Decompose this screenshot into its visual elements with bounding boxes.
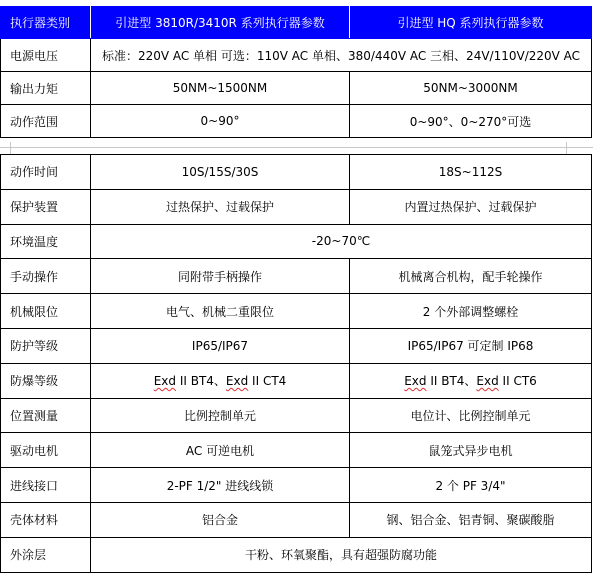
table-row: [1, 224, 592, 259]
row-value-hq: 钢、铝合金、铝青铜、聚碳酸脂: [350, 502, 592, 537]
page-break-line: [0, 147, 593, 148]
row-merged-value: 标准：220V AC 单相 可选：110V AC 单相、380/440V AC 三相、24V/110V/220V AC: [91, 39, 592, 72]
table-row: [1, 537, 592, 572]
row-value-hq: Exd II BT4、Exd II CT6: [350, 363, 592, 398]
row-value-3810r: 比例控制单元: [91, 398, 350, 433]
row-value-3810r: 2-PF 1/2" 进线线锁: [91, 468, 350, 503]
table-row: [1, 468, 592, 503]
row-label: 手动操作: [1, 259, 91, 294]
page-break-tick: [10, 142, 11, 154]
header-3810r-series: 引进型 3810R/3410R 系列执行器参数: [91, 7, 350, 39]
row-value-3810r: Exd II BT4、Exd II CT4: [91, 363, 350, 398]
row-label: 壳体材料: [1, 502, 91, 537]
spec-table-bottom: [0, 154, 592, 573]
spellcheck-underline: Exd: [476, 374, 499, 389]
row-value-3810r: 10S/15S/30S: [91, 155, 350, 190]
row-value-3810r: 0~90°: [91, 105, 350, 138]
row-label: 进线接口: [1, 468, 91, 503]
row-label: 防护等级: [1, 328, 91, 363]
row-value-hq: 2 个外部调整螺栓: [350, 294, 592, 329]
row-value-3810r: 过热保护、过载保护: [91, 189, 350, 224]
header-hq-series: 引进型 HQ 系列执行器参数: [350, 7, 592, 39]
spellcheck-underline: Exd: [225, 374, 249, 389]
row-label: 环境温度: [1, 224, 91, 259]
table-row: [1, 39, 592, 72]
table-row: [1, 155, 592, 190]
row-label: 动作范围: [1, 105, 91, 138]
row-value-hq: IP65/IP67 可定制 IP68: [350, 328, 592, 363]
table-row: [1, 259, 592, 294]
row-value-hq: 内置过热保护、过载保护: [350, 189, 592, 224]
row-label: 输出力矩: [1, 72, 91, 105]
row-value-hq: 电位计、比例控制单元: [350, 398, 592, 433]
table-row: [1, 398, 592, 433]
row-value-3810r: IP65/IP67: [91, 328, 350, 363]
row-value-3810r: 电气、机械二重限位: [91, 294, 350, 329]
page-break-tick: [566, 142, 567, 154]
table-row: [1, 433, 592, 468]
row-label: 保护装置: [1, 189, 91, 224]
row-label: 驱动电机: [1, 433, 91, 468]
table-header-row: [1, 7, 592, 39]
row-value-3810r: 50NM~1500NM: [91, 72, 350, 105]
row-merged-value: 干粉、环氧聚酯，具有超强防腐功能: [91, 537, 592, 572]
table-row: [1, 189, 592, 224]
row-label: 位置测量: [1, 398, 91, 433]
header-category: 执行器类别: [1, 7, 91, 39]
row-value-hq: 18S~112S: [350, 155, 592, 190]
row-label: 电源电压: [1, 39, 91, 72]
table-row: [1, 328, 592, 363]
row-value-3810r: AC 可逆电机: [91, 433, 350, 468]
row-value-3810r: 铝合金: [91, 502, 350, 537]
table-row: [1, 502, 592, 537]
row-value-hq: 50NM~3000NM: [350, 72, 592, 105]
spellcheck-underline: Exd: [153, 374, 177, 389]
row-label: 机械限位: [1, 294, 91, 329]
row-merged-value: -20~70℃: [91, 224, 592, 259]
table-row: [1, 363, 592, 398]
row-value-hq: 2 个 PF 3/4": [350, 468, 592, 503]
row-value-hq: 0~90°、0~270°可选: [350, 105, 592, 138]
row-label: 外涂层: [1, 537, 91, 572]
row-value-hq: 机械离合机构，配手轮操作: [350, 259, 592, 294]
spellcheck-underline: Exd: [404, 374, 427, 389]
row-value-3810r: 同附带手柄操作: [91, 259, 350, 294]
row-label: 防爆等级: [1, 363, 91, 398]
table-row: [1, 105, 592, 138]
row-label: 动作时间: [1, 155, 91, 190]
table-row: [1, 72, 592, 105]
table-row: [1, 294, 592, 329]
page-break-separator: [0, 142, 593, 154]
row-value-hq: 鼠笼式异步电机: [350, 433, 592, 468]
spec-table-top: [0, 6, 592, 138]
